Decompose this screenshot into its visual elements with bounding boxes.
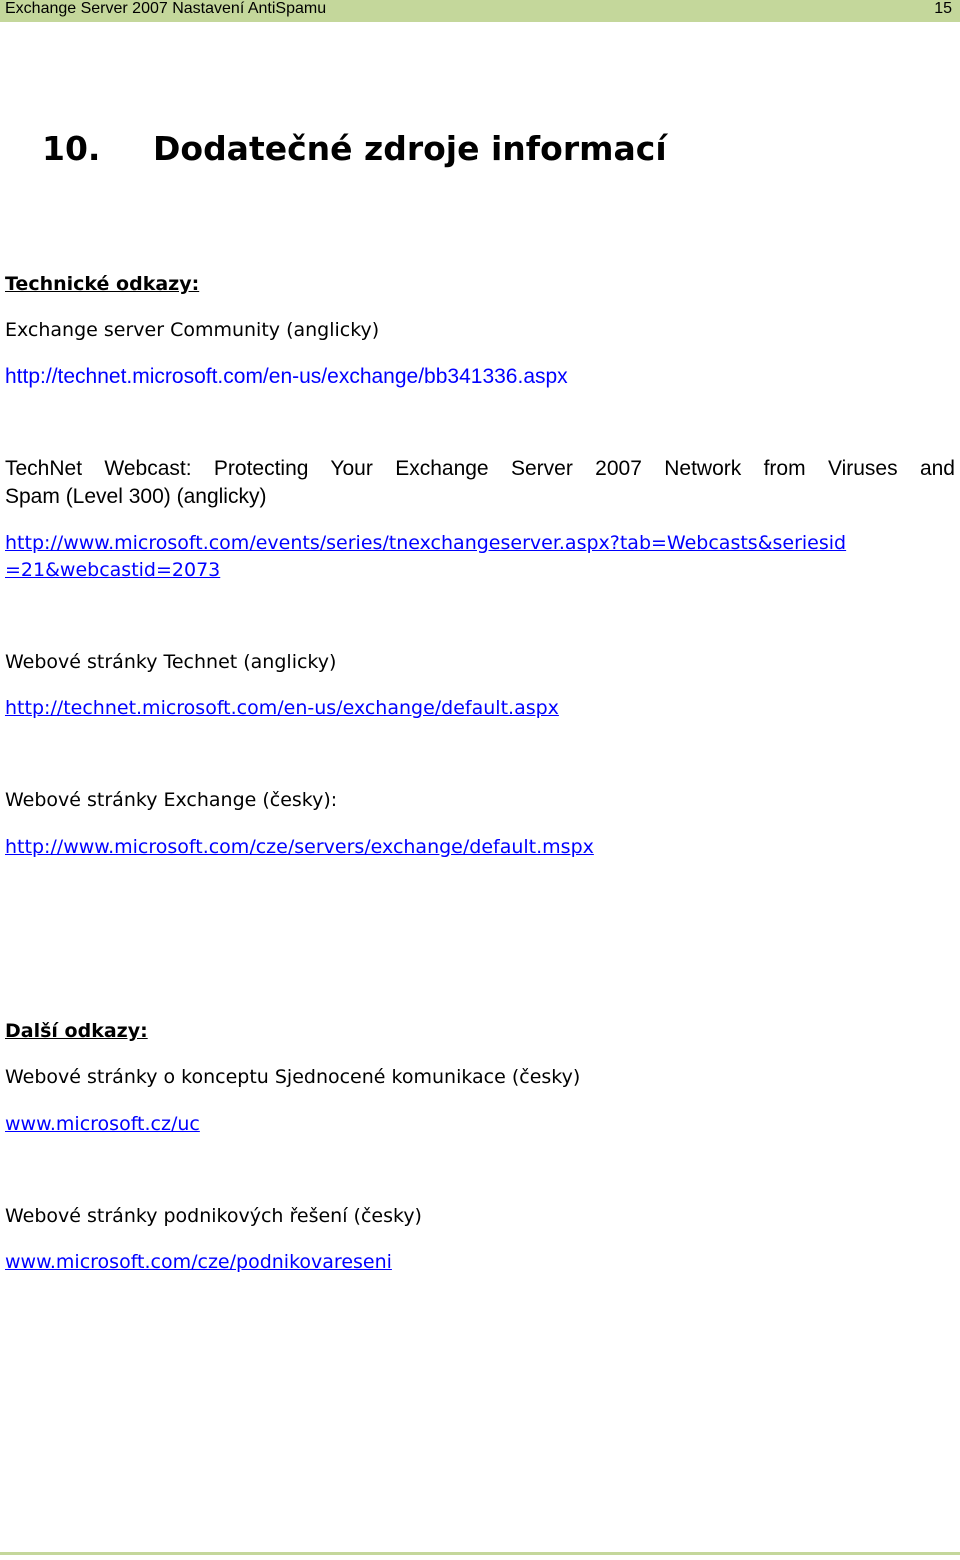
chapter-title: Dodatečné zdroje informací bbox=[153, 129, 667, 168]
link-title-exchange-community: Exchange server Community (anglicky) bbox=[5, 319, 380, 341]
link-title-technet-webcast-line1: TechNet Webcast: Protecting Your Exchange Server 2007 Network from Viruses and bbox=[5, 457, 955, 480]
link-technet-webcast-line1[interactable]: http://www.microsoft.com/events/series/tnexchangeserver.aspx?tab=Webcasts&seriesid bbox=[5, 532, 847, 554]
link-title-business-solutions: Webové stránky podnikových řešení (česky) bbox=[5, 1205, 422, 1227]
section-heading-technical: Technické odkazy: bbox=[5, 273, 200, 295]
page-number: 15 bbox=[934, 0, 952, 17]
link-title-technet-webcast-line2: Spam (Level 300) (anglicky) bbox=[5, 485, 267, 508]
chapter-heading bbox=[42, 127, 667, 171]
chapter-number: 10. bbox=[42, 129, 101, 168]
link-exchange-cz[interactable]: http://www.microsoft.com/cze/servers/exchange/default.mspx bbox=[5, 836, 594, 858]
link-title-unified-communications: Webové stránky o konceptu Sjednocené komunikace (česky) bbox=[5, 1066, 581, 1088]
link-business-solutions[interactable]: www.microsoft.com/cze/podnikovareseni bbox=[5, 1251, 392, 1273]
page-footer-rule bbox=[0, 1552, 960, 1555]
document-title: Exchange Server 2007 Nastavení AntiSpamu bbox=[5, 0, 327, 17]
link-exchange-community[interactable]: http://technet.microsoft.com/en-us/exchange/bb341336.aspx bbox=[5, 365, 568, 388]
page-header bbox=[0, 0, 960, 22]
link-title-exchange-cz: Webové stránky Exchange (česky): bbox=[5, 789, 338, 811]
link-technet-webcast-line2[interactable]: =21&webcastid=2073 bbox=[5, 559, 221, 581]
link-title-technet-site: Webové stránky Technet (anglicky) bbox=[5, 651, 337, 673]
link-technet-site[interactable]: http://technet.microsoft.com/en-us/exchange/default.aspx bbox=[5, 697, 559, 719]
section-heading-other: Další odkazy: bbox=[5, 1020, 148, 1042]
link-unified-communications[interactable]: www.microsoft.cz/uc bbox=[5, 1113, 200, 1135]
